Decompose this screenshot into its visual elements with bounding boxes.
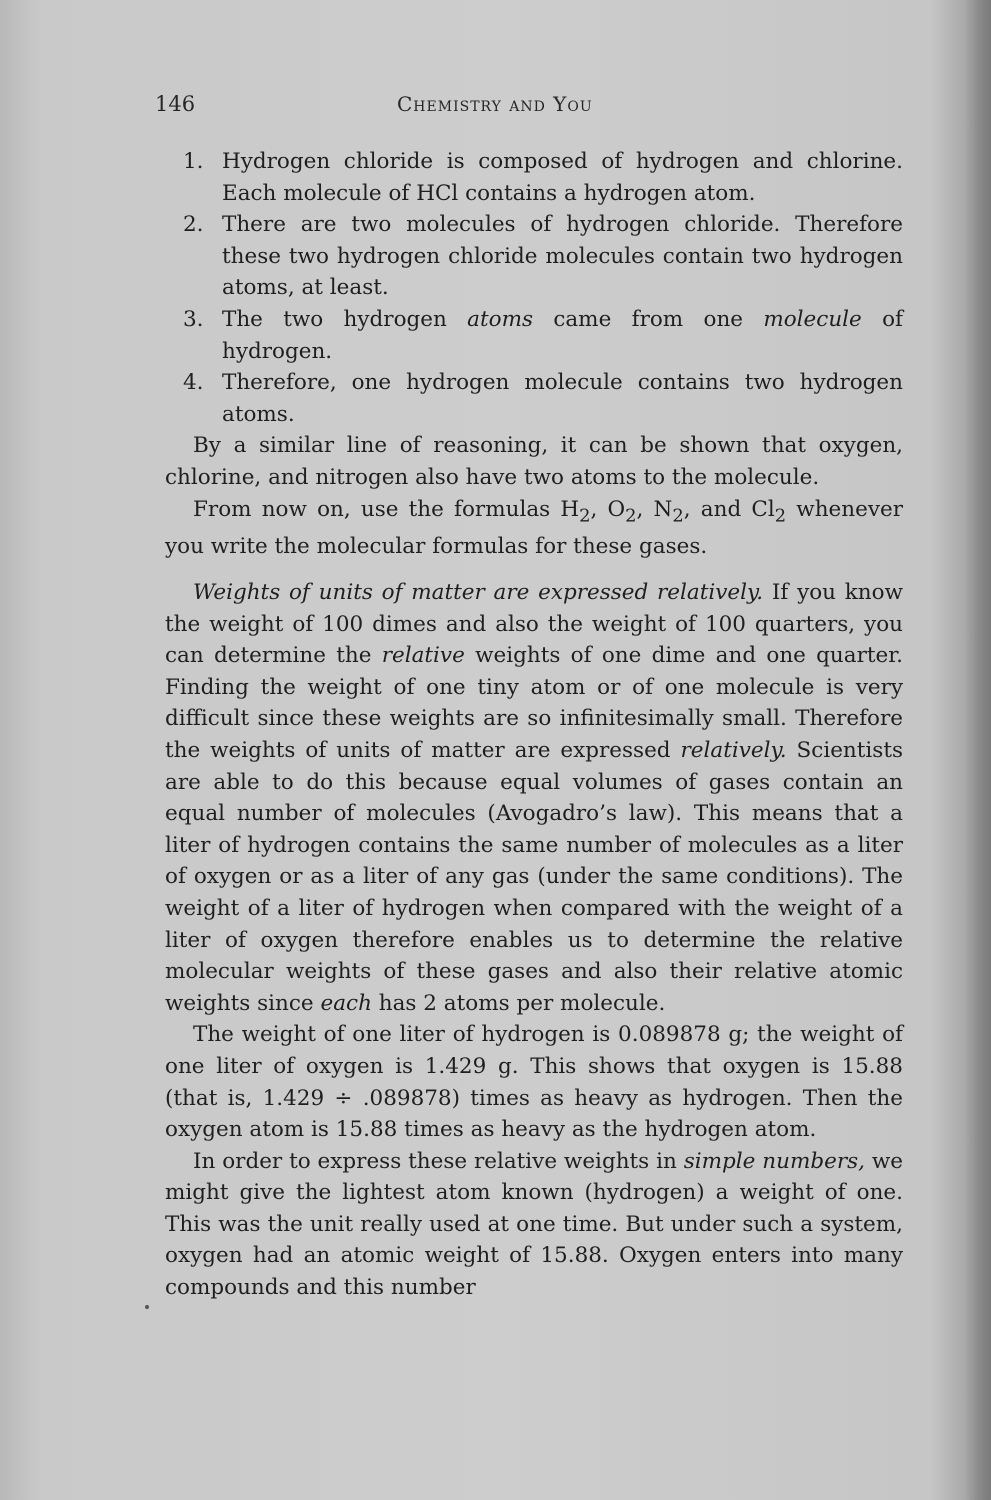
list-text: came from one <box>533 306 764 332</box>
list-item <box>165 304 903 367</box>
paragraph-simple-numbers: In order to express these relative weights in simple numbers, we might give the lightest atom known (hydrogen) a weight of one. This was the unit really used at one time. But under such a system, oxygen had an atomic weight of 15.88. Oxygen enters into many compounds and this number <box>165 1148 903 1301</box>
list-number: 4. <box>183 370 204 396</box>
page-header <box>155 92 905 122</box>
ink-speck <box>145 1305 149 1309</box>
list-item <box>165 367 903 430</box>
list-text: There are two molecules of hydrogen chloride. Therefore these two hydrogen chloride molecules contain two hydrogen atoms, at least. <box>222 212 903 301</box>
page-edge-shadow <box>965 0 991 1500</box>
emphasis-molecule: molecule <box>763 306 862 332</box>
paragraph-relative-weights: Weights of units of matter are expressed relatively. If you know the weight of 100 dimes and also the weight of 100 quarters, you can determine the relative weights of one dime and one quarter. Finding the weight of one tiny atom or of one molecule is very difficult since these weights are so infinitesimally small. Therefore the weights of units of matter are expressed relatively. Scientists are able to do this because equal volumes of gases contain an equal number of molecules (Avogadro’s law). This means that a liter of hydrogen contains the same number of molecules as a liter of oxygen or as a liter of any gas (under the same conditions). The weight of a liter of hydrogen when compared with the weight of a liter of oxygen therefore enables us to determine the relative molecular weights of these gases and also their relative atomic weights since each has 2 atoms per molecule. <box>165 580 903 1016</box>
running-head: Chemistry and You <box>397 92 593 116</box>
numbered-list <box>165 146 903 430</box>
list-item <box>165 209 903 304</box>
list-text: The two hydrogen <box>222 306 468 332</box>
list-number: 1. <box>183 149 204 174</box>
paragraph-liter-weights: The weight of one liter of hydrogen is 0.089878 g; the weight of one liter of oxygen is 1.429 g. This shows that oxygen is 15.88 (that is, 1.429 ÷ .089878) times as heavy as hydrogen. Then the oxygen atom is 15.88 times as heavy as the hydrogen atom. <box>165 1022 903 1143</box>
list-text: Hydrogen chloride is composed of hydrogen and chlorine. Each molecule of HCl contains a hydrogen atom. <box>222 149 903 206</box>
page-number: 146 <box>155 92 196 116</box>
emphasis-atoms: atoms <box>467 306 533 332</box>
list-number: 2. <box>183 212 204 238</box>
list-text: of hydrogen. <box>222 306 903 364</box>
list-text: Therefore, one hydrogen molecule contains two hydrogen atoms. <box>222 370 903 427</box>
paragraph-similar-reasoning: By a similar line of reasoning, it can be shown that oxygen, chlorine, and nitrogen also have two atoms to the molecule. <box>165 433 903 490</box>
run-in-heading: Weights of units of matter are expressed relatively. <box>193 580 764 606</box>
page-body <box>165 146 903 1304</box>
list-number: 3. <box>183 306 204 332</box>
list-item <box>165 146 903 209</box>
paragraph-formulas: From now on, use the formulas $H_2$, $O_2$, $N_2$, and $Cl_2$ whenever you write the molecular formulas for these gases. <box>165 496 903 560</box>
